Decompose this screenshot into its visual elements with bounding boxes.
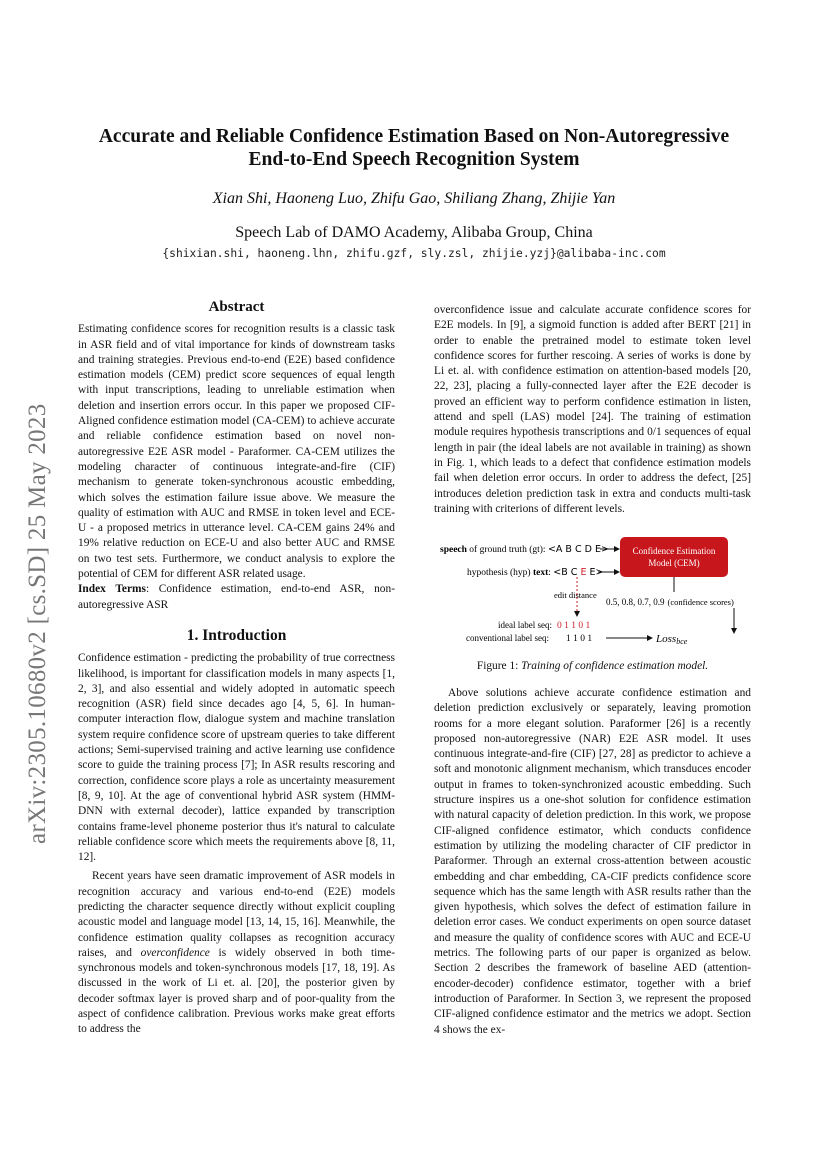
index-terms	[78, 582, 395, 613]
right-column-bottom	[434, 686, 751, 1038]
intro-paragraph-2	[78, 869, 395, 1037]
arxiv-stamp	[24, 344, 54, 844]
right-paragraph-1: overconfidence issue and calculate accurate confidence scores for E2E models. In [9], a sigmoid function is added after BERT [21] in order to enable the pretrained model to estimate token level confidence scores for further rescoing. A series of works is done by Li et. al. with confidence estimation on attention-based models [20, 22, 23], placing a fully-connected layer after the E2E decoder is proved an efficient way to perform confidence estimation in listen, attend and spell (LAS) model [24]. The training of estimation module requires hypothesis transcriptions and 0/1 sequences of equal length in pair (the ideal labels are not available in training) as shown in Fig. 1, which leads to a defect that confidence estimation models fail when deletion error occurs. In order to address the defect, [25] introduces deletion prediction task in extra and conducts multi-task training with criterions of different levels.	[434, 304, 751, 515]
arxiv-id: arXiv:2305.10680v2 [cs.SD] 25 May 2023	[24, 403, 51, 844]
title-line-1: Accurate and Reliable Confidence Estimation Based on Non-Autoregressive	[98, 126, 730, 147]
intro-heading: 1. Introduction	[186, 626, 287, 644]
right-paragraph-2: Above solutions achieve accurate confidence estimation and deletion prediction exclusively or separately, leaving promotion rooms for a more elegant solution. Paraformer [26] is a recently proposed non-autoregressive (NAR) E2E ASR model. It uses continuous integrate-and-fire (CIF) [27, 28] as predictor to achieve a soft and monotonic alignment mechanism, which transduces encoder output in frames to token-synchronized acoustic embedding. Such structure inspires us a one-shot solution for confidence estimation with natural capacity of deletion prediction. In this work, we propose CIF-aligned confidence estimator, which conducts confidence estimation by utilizing the modeling character of CIF predictor in Paraformer. Through an external cross-attention between acoustic embedding and char embedding, CA-CIF predicts confidence score sequence which has the same length with ASR results rather than the given hypothesis, which solves the defect of estimation failure in deletion error cases. We conduct experiments on open source dataset and measure the quality of confidence scores with AUC and ECE-U metrics. The following parts of our paper is organized as below. Section 2 describes the framework of baseline AED (attention-encoder-decoder) confidence estimator, together with a brief introduction of Paraformer. In Section 3, we represent the proposed CIF-aligned confidence estimator and the metrics we adopt. Section 4 shows the ex-	[434, 687, 751, 1036]
abstract-text: Estimating confidence scores for recognition results is a classic task in ASR field and of vital importance for kinds of downstream tasks and training strategies. Previous end-to-end (E2E) based confidence estimation models (CEM) predict score sequences of equal length with input transcriptions, leading to unreliable estimation when deletion and insertion errors occur. In this paper we proposed CIF-Aligned confidence estimation model (CA-CEM) to achieve accurate and reliable confidence estimation based on novel non-autoregressive E2E ASR model - Paraformer. CA-CEM utilizes the modeling character of continuous integrate-and-fire (CIF) mechanism to generate token-synchronous acoustic embedding, which solves the estimation failure issue above. We measure the quality of estimation with AUC and RMSE in token level and ECE-U - a proposed metrics in utterance level. CA-CEM gains 24% and 19% relative reduction on ECE-U and also better AUC and RMSE on two test sets. Furthermore, we conduct analysis to explore the potential of CEM for different ASR related usage.	[78, 323, 395, 581]
speech-label: speech of ground truth (gt): <A B C D E>	[440, 544, 609, 555]
ideal-seq: 0 1 1 0 1	[557, 621, 591, 631]
index-terms-text: : Confidence estimation, end-to-end ASR, non-autoregressive ASR	[78, 583, 395, 611]
affiliation: Speech Lab of DAMO Academy, Alibaba Group, China	[235, 224, 593, 241]
abstract-heading: Abstract	[208, 299, 265, 315]
intro-p2-part-b: is widely observed in both time-synchronous models and token-synchronous models [17, 18, 19]. As discussed in the work of Li et. al. [20], the posterior given by decoder softmax layer is proved sharp and of poor-quality from the aspect of confidence calibration. Previous works make great efforts to address the	[78, 946, 395, 1036]
emails: {shixian.shi, haoneng.lhn, zhifu.gzf, sly.zsl, zhijie.yzj}@alibaba-inc.com	[162, 247, 666, 260]
caption-prefix: Figure 1:	[476, 660, 522, 672]
index-terms-label: Index Terms	[78, 583, 146, 596]
conventional-label: conventional label seq:	[466, 633, 549, 643]
right-column-top	[434, 303, 751, 517]
paper-title	[80, 125, 748, 171]
conventional-seq: 1 1 0 1	[566, 634, 593, 644]
authors: Xian Shi, Haoneng Luo, Zhifu Gao, Shiliang Zhang, Zhijie Yan	[212, 190, 616, 207]
intro-p2-part-a: Recent years have seen dramatic improvement of ASR models in recognition accuracy and various end-to-end (E2E) models predicting the character sequence directly without explicit coupling acoustic model and language model [13, 14, 15, 16]. Meanwhile, the confidence estimation quality collapses as recognition accuracy raises, and	[78, 870, 395, 959]
cem-box-line-2: Model (CEM)	[648, 558, 700, 568]
intro-p2-emphasis: overconfidence	[140, 946, 210, 959]
cem-box	[620, 537, 728, 577]
scores-values: 0.5, 0.8, 0.7, 0.9 (confidence scores)	[606, 597, 734, 607]
loss-label: Lossbce	[656, 633, 688, 646]
figure-caption	[434, 660, 751, 672]
caption-text: Training of confidence estimation model.	[521, 660, 709, 672]
title-line-2: End-to-End Speech Recognition System	[248, 149, 580, 170]
hyp-label-full: hypothesis (hyp) text: <B C E E>	[467, 567, 604, 578]
intro-paragraph-1: Confidence estimation - predicting the probability of true correctness likelihood, is important for classification models in many aspects [1, 2, 3], and also essential and widely adopted in automatic speech recognition (ASR) field since decades ago [4, 5, 6]. In human-computer interaction flow, dialogue system and machine translation system require confidence score of upstream queries to take different actions; Semi-supervised training and active learning use confidence score to guide the training process [7]; In ASR results rescoring and correction, confidence score plays a role as uncertainty measurement [8, 9, 10]. At the age of conventional hybrid ASR system (HMM-DNN with external decoder), lattice expanded by transcription contains frame-level phoneme posterior thus it's natural to calculate reliable confidence score which meets the requirements above [8, 11, 12].	[78, 652, 395, 864]
figure-1	[434, 530, 754, 652]
ideal-label: ideal label seq:	[498, 620, 552, 630]
cem-box-line-1: Confidence Estimation	[632, 546, 716, 556]
left-column	[78, 300, 395, 1038]
edit-distance-label: edit distance	[554, 590, 597, 600]
